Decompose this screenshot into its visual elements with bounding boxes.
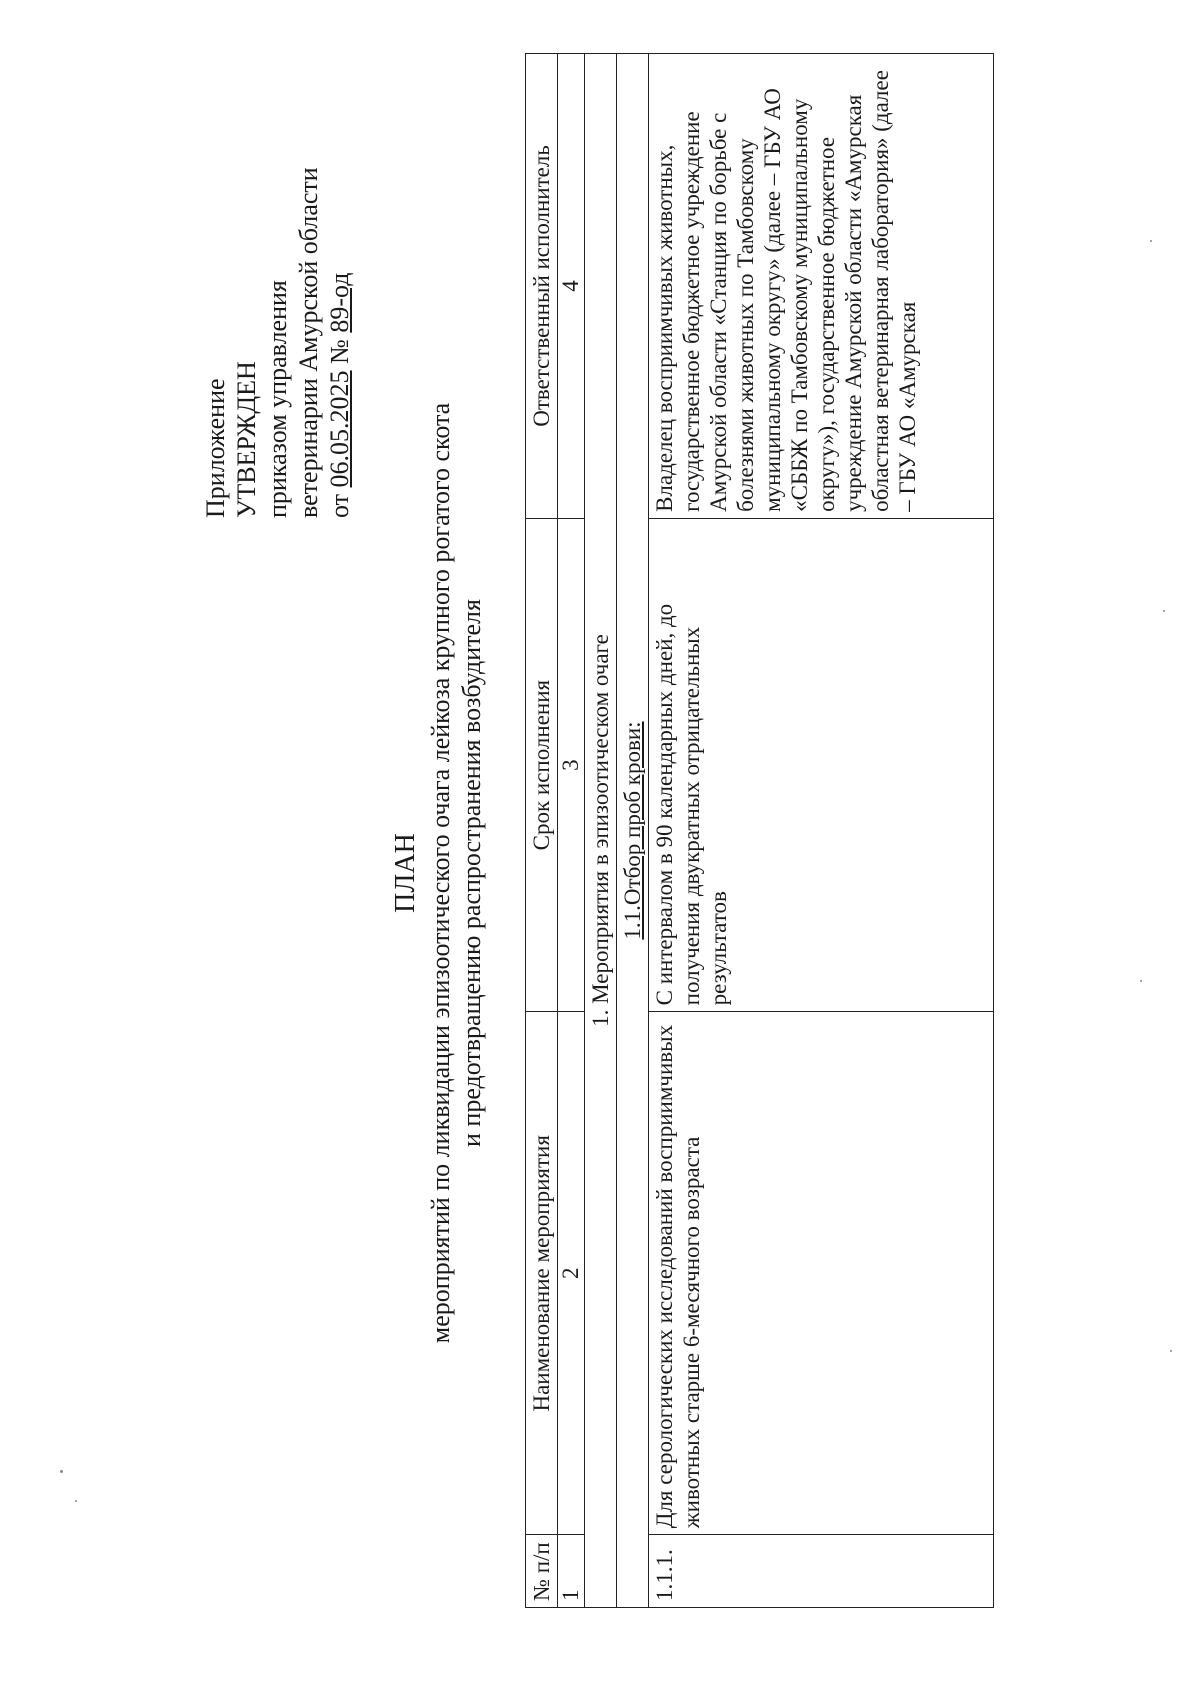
measures-table — [525, 53, 994, 1608]
order-number: 89-од — [325, 272, 354, 333]
order-date-line: от 06.05.2025 № 89-од — [325, 272, 354, 518]
row-name: Для серологических исследований восприимчивых животных старше 6-месячного возраста — [649, 1012, 994, 1535]
order-date: 06.05.2025 — [325, 370, 354, 488]
header-num: № п/п — [526, 1535, 558, 1608]
subsection-title: 1.1.Отбор проб крови: — [620, 721, 645, 940]
scan-speck — [75, 1500, 77, 1502]
row-num: 1.1.1. — [649, 1535, 994, 1608]
department-label: ветеринарии Амурской области — [294, 167, 323, 518]
column-number-row — [558, 54, 585, 1608]
table-header-row — [526, 54, 558, 1608]
plan-subtitle-line2: и предотвращению распространения возбудителя — [457, 599, 486, 1147]
table-row — [649, 54, 994, 1608]
header-responsible: Ответственный исполнитель — [526, 54, 558, 519]
subsection-row — [617, 54, 649, 1608]
row-responsible: Владелец восприимчивых животных, государственное бюджетное учреждение Амурской области «Станция по борьбе с болезнями животных по Тамбовскому муниципальному округу» (далее – ГБУ АО «СББЖ по Тамбовскому муниципальному округу»), государственное бюджетное учреждение Амурской области «Амурская областная ветеринарная лаборатория» (далее – ГБУ АО «Амурская — [649, 54, 994, 519]
approval-stamp-block — [200, 167, 355, 518]
scan-speck — [1150, 240, 1152, 242]
col-number-2: 2 — [558, 1012, 585, 1535]
row-deadline: С интервалом в 90 календарных дней, до получения двукратных отрицательных результатов — [649, 518, 994, 1011]
section-title: 1. Мероприятия в эпизоотическом очаге — [585, 54, 617, 1608]
header-name: Наименование мероприятия — [526, 1012, 558, 1535]
col-number-1: 1 — [558, 1535, 585, 1608]
document-title — [390, 173, 487, 1573]
appendix-label: Приложение — [201, 378, 230, 518]
order-label: приказом управления — [263, 280, 292, 518]
plan-subtitle-line1: мероприятий по ликвидации эпизоотического очага лейкоза крупного рогатого скота — [426, 402, 455, 1344]
approved-label: УТВЕРЖДЕН — [232, 361, 261, 518]
scan-speck — [1170, 1350, 1172, 1352]
section-row — [585, 54, 617, 1608]
col-number-3: 3 — [558, 518, 585, 1011]
scan-speck — [1163, 610, 1165, 612]
scan-speck — [60, 1470, 63, 1473]
col-number-4: 4 — [558, 54, 585, 519]
header-deadline: Срок исполнения — [526, 518, 558, 1011]
scan-speck — [1140, 980, 1142, 982]
plan-heading: ПЛАН — [390, 833, 421, 913]
